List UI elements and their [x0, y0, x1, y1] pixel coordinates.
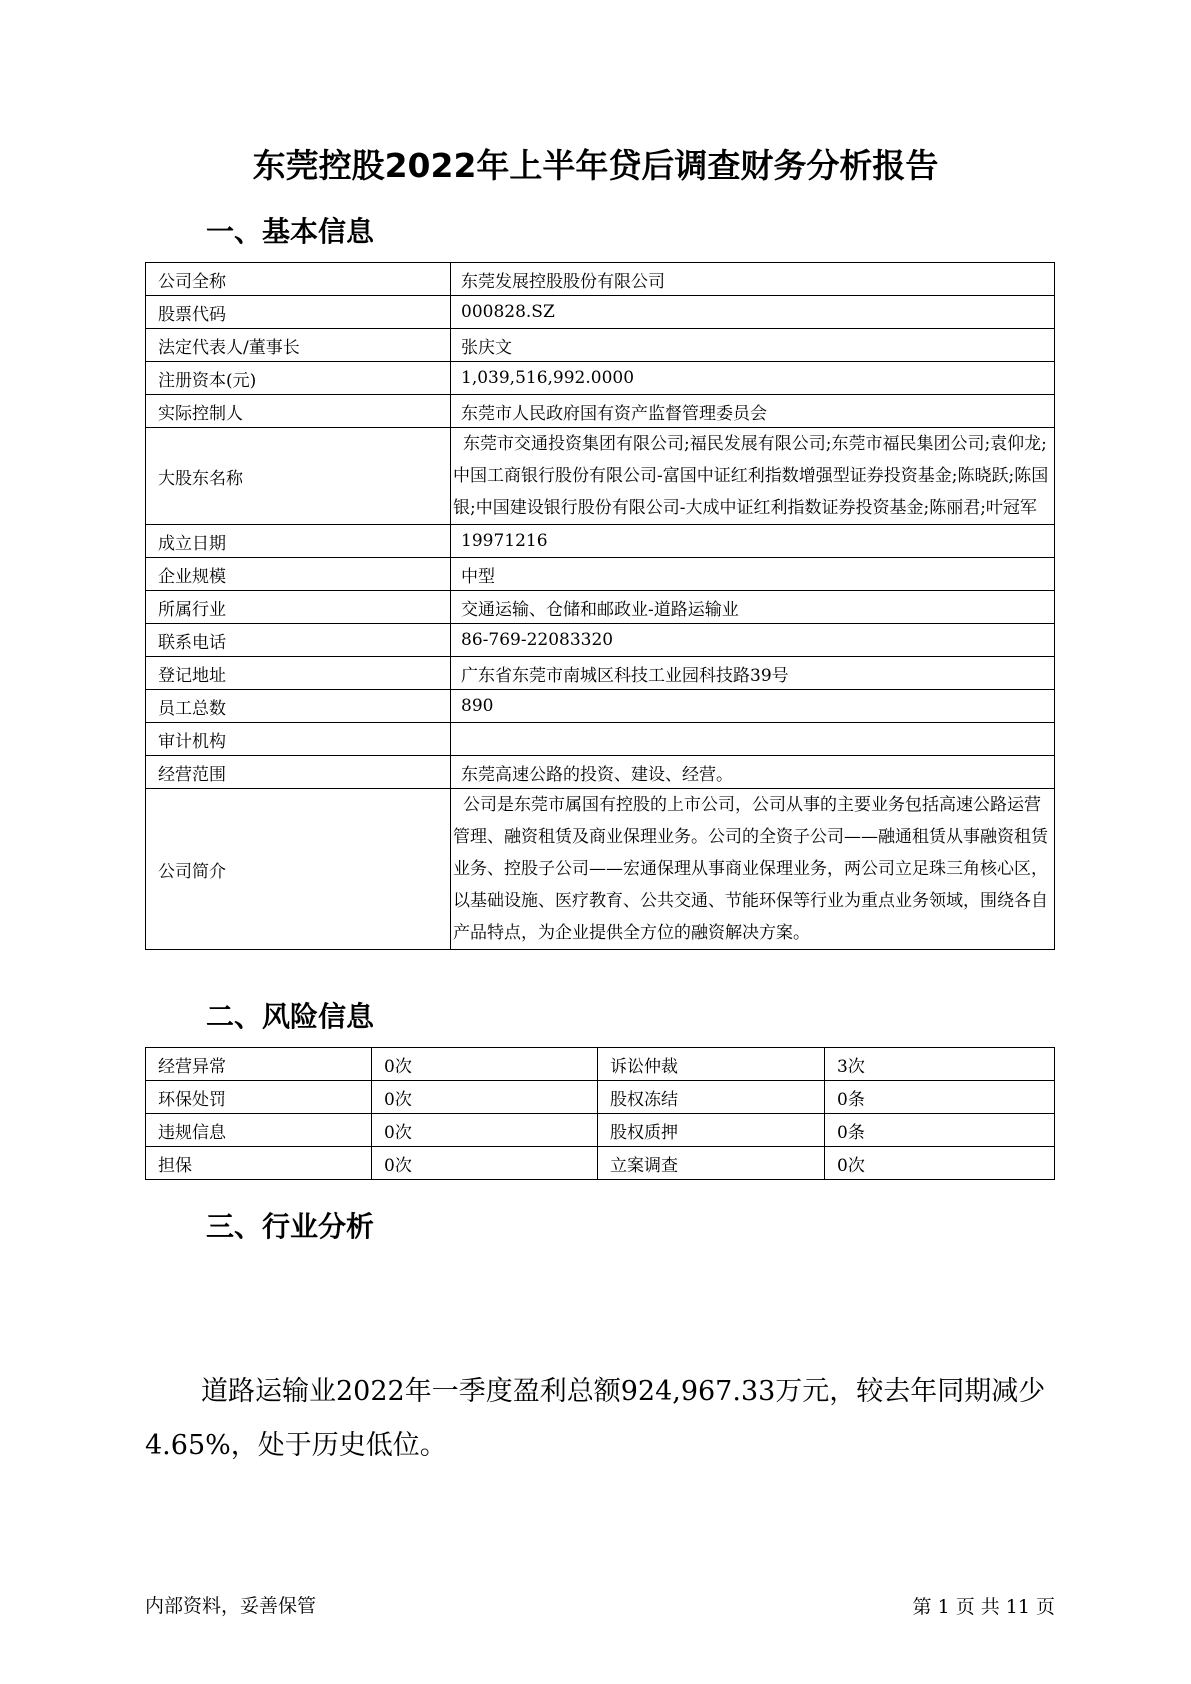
field-label: 员工总数: [146, 690, 451, 723]
field-value: 公司是东莞市属国有控股的上市公司，公司从事的主要业务包括高速公路运营管理、融资租赁及商业保理业务。公司的全资子公司——融通租赁从事融资租赁业务、控股子公司——宏通保理从事商业保理业务，两公司立足珠三角核心区，以基础设施、医疗教育、公共交通、节能环保等行业为重点业务领域，围绕各自产品特点，为企业提供全方位的融资解决方案。: [451, 789, 1055, 950]
risk-value: 3次: [825, 1048, 1055, 1081]
risk-label: 经营异常: [146, 1048, 372, 1081]
risk-value: 0条: [825, 1114, 1055, 1147]
field-label: 经营范围: [146, 756, 451, 789]
field-label: 所属行业: [146, 591, 451, 624]
table-row: [146, 428, 1055, 525]
table-row: [146, 1048, 1055, 1081]
risk-value: 0次: [372, 1048, 598, 1081]
risk-value: 0次: [372, 1147, 598, 1180]
table-row: [146, 1147, 1055, 1180]
section-heading-basic: 一、基本信息: [206, 215, 375, 248]
field-value: 19971216: [451, 525, 1055, 558]
table-row: [146, 558, 1055, 591]
field-value: [451, 723, 1055, 756]
risk-value: 0次: [372, 1114, 598, 1147]
table-row: [146, 789, 1055, 950]
table-row: [146, 329, 1055, 362]
field-value: 广东省东莞市南城区科技工业园科技路39号: [451, 657, 1055, 690]
table-row: [146, 723, 1055, 756]
field-value: 890: [451, 690, 1055, 723]
field-value: 86-769-22083320: [451, 624, 1055, 657]
field-value: 中型: [451, 558, 1055, 591]
field-value: 交通运输、仓储和邮政业-道路运输业: [451, 591, 1055, 624]
table-row: [146, 362, 1055, 395]
field-label: 公司简介: [146, 789, 451, 950]
risk-value: 0次: [372, 1081, 598, 1114]
report-title: 东莞控股2022年上半年贷后调查财务分析报告: [252, 146, 939, 185]
table-row: [146, 296, 1055, 329]
basic-info-table: [145, 262, 1055, 950]
field-value: 张庆文: [451, 329, 1055, 362]
risk-label: 股权质押: [598, 1114, 825, 1147]
risk-label: 立案调查: [598, 1147, 825, 1180]
risk-label: 担保: [146, 1147, 372, 1180]
risk-label: 违规信息: [146, 1114, 372, 1147]
risk-label: 环保处罚: [146, 1081, 372, 1114]
field-label: 联系电话: [146, 624, 451, 657]
field-value: 东莞发展控股股份有限公司: [451, 263, 1055, 296]
field-value: 1,039,516,992.0000: [451, 362, 1055, 395]
field-value: 000828.SZ: [451, 296, 1055, 329]
table-row: [146, 1114, 1055, 1147]
table-row: [146, 756, 1055, 789]
field-label: 公司全称: [146, 263, 451, 296]
risk-label: 股权冻结: [598, 1081, 825, 1114]
footer-confidential-note: 内部资料，妥善保管: [145, 1595, 317, 1617]
field-value: 东莞高速公路的投资、建设、经营。: [451, 756, 1055, 789]
field-label: 实际控制人: [146, 395, 451, 428]
table-row: [146, 657, 1055, 690]
risk-info-table: [145, 1047, 1055, 1180]
risk-label: 诉讼仲裁: [598, 1048, 825, 1081]
field-label: 企业规模: [146, 558, 451, 591]
field-label: 注册资本(元): [146, 362, 451, 395]
table-row: [146, 525, 1055, 558]
table-row: [146, 395, 1055, 428]
table-row: [146, 263, 1055, 296]
industry-analysis-text: 道路运输业2022年一季度盈利总额924,967.33万元，较去年同期减少4.65%，处于历史低位。: [145, 1376, 1046, 1461]
field-label: 登记地址: [146, 657, 451, 690]
section-heading-risk: 二、风险信息: [206, 1000, 375, 1033]
field-label: 法定代表人/董事长: [146, 329, 451, 362]
field-value: 东莞市人民政府国有资产监督管理委员会: [451, 395, 1055, 428]
field-label: 股票代码: [146, 296, 451, 329]
field-label: 大股东名称: [146, 428, 451, 525]
field-value: 东莞市交通投资集团有限公司;福民发展有限公司;东莞市福民集团公司;袁仰龙;中国工商银行股份有限公司-富国中证红利指数增强型证券投资基金;陈晓跃;陈国银;中国建设银行股份有限公司-大成中证红利指数证券投资基金;陈丽君;叶冠军: [451, 428, 1055, 525]
footer-page-number: 第 1 页 共 11 页: [912, 1596, 1055, 1618]
field-label: 成立日期: [146, 525, 451, 558]
field-label: 审计机构: [146, 723, 451, 756]
risk-value: 0条: [825, 1081, 1055, 1114]
section-heading-industry: 三、行业分析: [206, 1210, 375, 1243]
table-row: [146, 690, 1055, 723]
table-row: [146, 624, 1055, 657]
risk-value: 0次: [825, 1147, 1055, 1180]
table-row: [146, 1081, 1055, 1114]
table-row: [146, 591, 1055, 624]
